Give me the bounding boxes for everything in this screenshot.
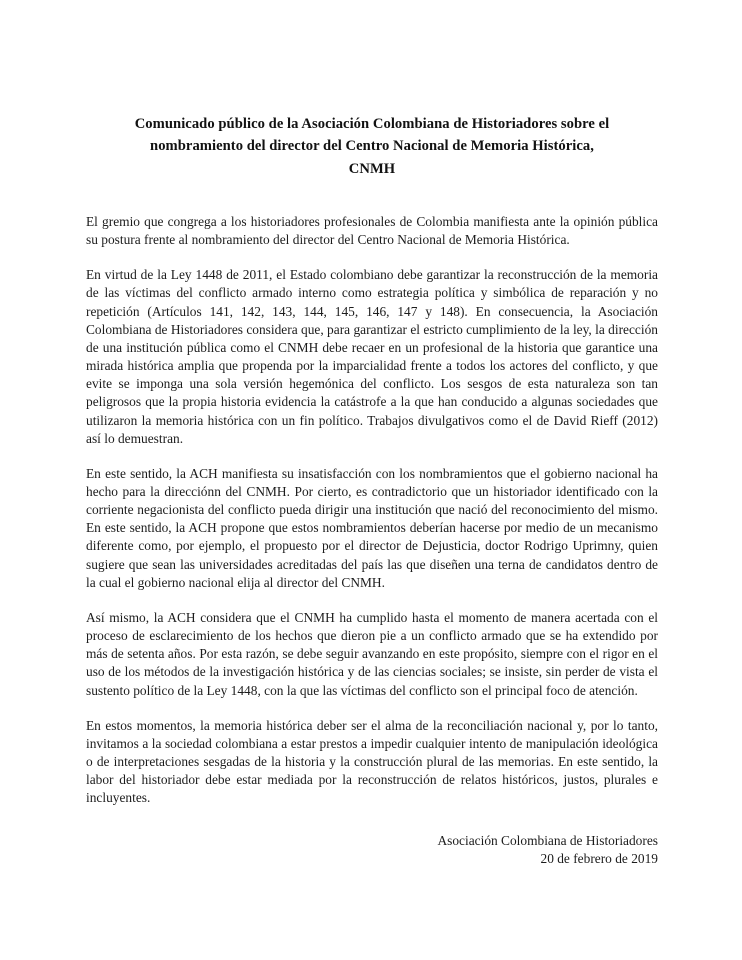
signature-block [86,808,658,868]
title-line-3: CNMH [348,160,396,177]
body-paragraph: El gremio que congrega a los historiadores profesionales de Colombia manifiesta ante la opinión pública su postura frente al nombramiento del director del Centro Nacional de Memoria Histórica. [86,213,658,248]
body-paragraph: Así mismo, la ACH considera que el CNMH ha cumplido hasta el momento de manera acertada con el proceso de esclarecimiento de los hechos que dieron pie a un conflicto armado que se ha extendido por más de setenta años. Por esta razón, se debe seguir avanzando en este propósito, siempre con el rigor en el uso de los métodos de la investigación histórica y de las ciencias sociales; se insiste, sin perder de vista el sustento político de la Ley 1448, con la que las víctimas del conflicto son el principal foco de atención. [86,609,658,698]
signature-organization: Asociación Colombiana de Historiadores [437,832,658,848]
body-paragraph: En estos momentos, la memoria histórica deber ser el alma de la reconciliación nacional y, por lo tanto, invitamos a la sociedad colombiana a estar prestos a impedir cualquier intento de manipulación ideológica o de interpretaciones sesgadas de la historia y la construcción plural de las memorias. En este sentido, la labor del historiador debe estar mediada por la reconstrucción de relatos históricos, justos, plurales e incluyentes. [86,717,658,806]
signature-date: 20 de febrero de 2019 [540,850,658,866]
document-body [86,180,658,808]
body-paragraph: En virtud de la Ley 1448 de 2011, el Estado colombiano debe garantizar la reconstrucción de la memoria de las víctimas del conflicto armado interno como estrategia política y simbólica de reparación y no repetición (Artículos 141, 142, 143, 144, 145, 146, 147 y 148). En consecuencia, la Asociación Colombiana de Historiadores considera que, para garantizar el estricto cumplimiento de la ley, la dirección de una institución pública como el CNMH debe recaer en un profesional de la historia que garantice una mirada histórica amplia que propenda por la imparcialidad frente a todos los actores del conflicto, y que evite se imponga una sola versión hegemónica del conflicto. Los sesgos de esta naturaleza son tan peligrosos que la propia historia evidencia la catástrofe a la que han conducido a algunas sociedades que utilizaron la memoria histórica con un fin político. Trabajos divulgativos como el de David Rieff (2012) así lo demuestran. [86,267,658,446]
page-content-column [86,0,658,868]
document-title [86,0,658,180]
body-paragraph: En este sentido, la ACH manifiesta su insatisfacción con los nombramientos que el gobierno nacional ha hecho para la direcciónn del CNMH. Por cierto, es contradictorio que un historiador identificado con la corriente negacionista del conflicto pueda dirigir una institución que nació del reconocimiento del mismo. En este sentido, la ACH propone que estos nombramientos deberían hacerse por medio de un mecanismo diferente como, por ejemplo, el propuesto por el director de Dejusticia, doctor Rodrigo Uprimny, quien sugiere que sean las universidades acreditadas del país las que diseñen una terna de candidatos dentro de la cual el gobierno nacional elija al director del CNMH. [86,465,658,590]
title-line-1: Comunicado público de la Asociación Colombiana de Historiadores sobre el [134,116,610,132]
title-line-2: nombramiento del director del Centro Nacional de Memoria Histórica, [150,138,594,155]
